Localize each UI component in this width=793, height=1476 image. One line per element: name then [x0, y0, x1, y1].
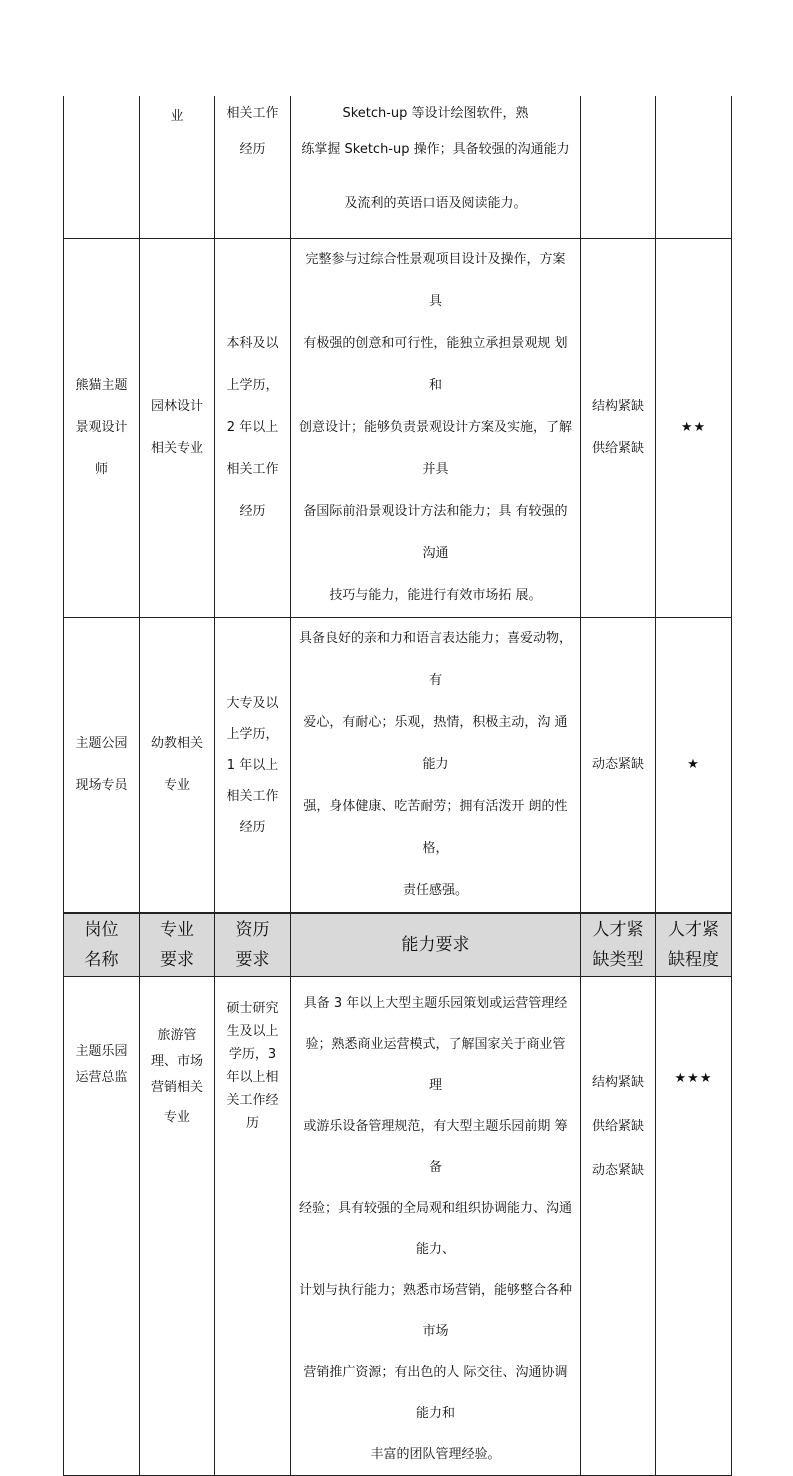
experience-cell: 大专及以 上学历， 1 年以上 相关工作 经历: [215, 618, 291, 914]
ability-cell: 具备良好的亲和力和语言表达能力；喜爱动物， 有 爱心，有耐心；乐观，热情，积极主动，沟 通能力 强，身体健康、吃苦耐劳；拥有活泼开 朗的性格， 责任感强。: [291, 618, 581, 914]
position-cell: 主题乐园 运营总监: [64, 977, 140, 1476]
ability-cell: Sketch-up 等设计绘图软件，熟 练掌握 Sketch-up 操作；具备较强的沟通能力 及流利的英语口语及阅读能力。: [291, 96, 581, 239]
experience-cell: 硕士研究 生及以上 学历，3 年以上相 关工作经 历: [215, 977, 291, 1476]
shortage-type-cell: 动态紧缺: [581, 618, 656, 914]
shortage-type-cell: 结构紧缺 供给紧缺 动态紧缺: [581, 977, 656, 1476]
header-position: 岗位 名称: [64, 913, 140, 977]
experience-cell: 本科及以 上学历， 2 年以上 相关工作 经历: [215, 239, 291, 618]
shortage-level-cell: [656, 618, 732, 914]
header-shortage-type: 人才紧 缺类型: [581, 913, 656, 977]
shortage-type-cell: 结构紧缺 供给紧缺: [581, 239, 656, 618]
rating-stars: ★: [687, 757, 700, 772]
major-cell: 幼教相关 专业: [140, 618, 215, 914]
position-cell: 熊猫主题 景观设计 师: [64, 239, 140, 618]
header-ability: 能力要求: [291, 913, 581, 977]
header-shortage-level: 人才紧 缺程度: [656, 913, 732, 977]
table-row: [64, 618, 732, 914]
ability-cell: 具备 3 年以上大型主题乐园策划或运营管理经 验；熟悉商业运营模式，了解国家关于商业管 理 或游乐设备管理规范，有大型主题乐园前期 筹备 经验；具有较强的全局观和组织协调能力、沟通能力、 计划与执行能力；熟悉市场营销，能够整合各种市场 营销推广资源；有出色的人 际交往、沟通协调能力和 丰富的团队管理经验。: [291, 977, 581, 1476]
experience-cell: 相关工作 经历: [215, 96, 291, 239]
shortage-level-cell: [656, 239, 732, 618]
rating-stars: ★★★: [674, 1071, 713, 1086]
major-cell: 业: [140, 96, 215, 239]
major-cell: 园林设计 相关专业: [140, 239, 215, 618]
ability-cell: 完整参与过综合性景观项目设计及操作，方案 具 有极强的创意和可行性，能独立承担景观规 划和 创意设计；能够负责景观设计方案及实施，了解并具 备国际前沿景观设计方法和能力；具 有较强的沟通 技巧与能力，能进行有效市场拓 展。: [291, 239, 581, 618]
shortage-level-cell: [656, 96, 732, 239]
table-row: [64, 977, 732, 1476]
major-cell: 旅游管 理、市场 营销相关 专业: [140, 977, 215, 1476]
rating-stars: ★★: [680, 420, 707, 435]
shortage-type-cell: [581, 96, 656, 239]
header-major: 专业 要求: [140, 913, 215, 977]
header-experience: 资历 要求: [215, 913, 291, 977]
table-row: [64, 239, 732, 618]
table-row: [64, 96, 732, 239]
position-cell: [64, 96, 140, 239]
table-header-row: [64, 913, 732, 977]
position-cell: 主题公园 现场专员: [64, 618, 140, 914]
talent-shortage-table: [63, 96, 732, 1476]
shortage-level-cell: [656, 977, 732, 1476]
